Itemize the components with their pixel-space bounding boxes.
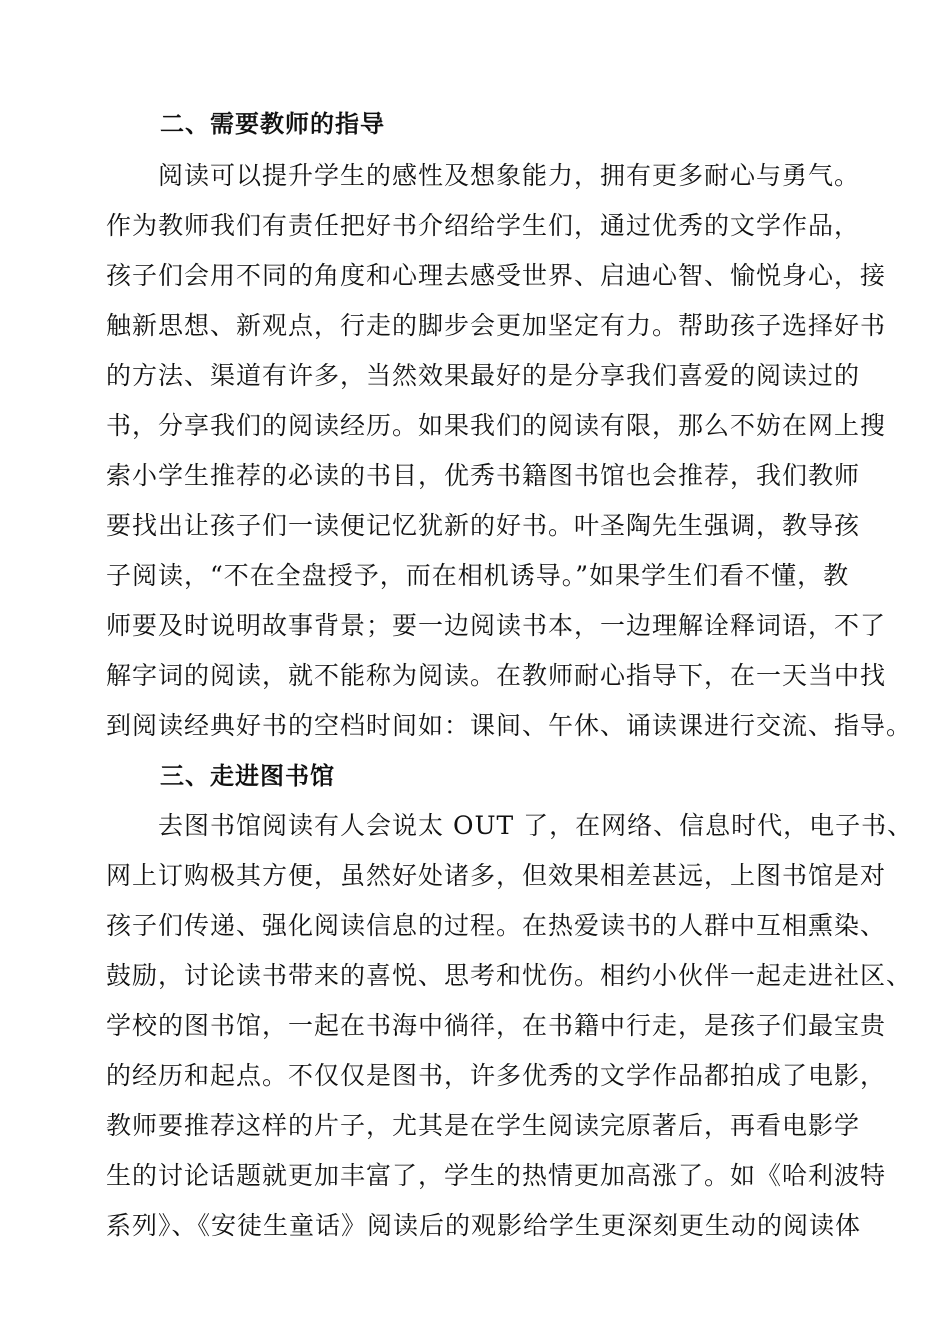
- section-heading: 二、需要教师的指导: [160, 110, 385, 138]
- paragraph-line: 阅读可以提升学生的感性及想象能力，拥有更多耐心与勇气。: [158, 161, 861, 190]
- paragraph-line: 网上订购极其方便，虽然好处诸多，但效果相差甚远，上图书馆是对: [106, 861, 887, 890]
- paragraph-line: 作为教师我们有责任把好书介绍给学生们，通过优秀的文学作品，: [106, 211, 861, 240]
- paragraph-line: 生的讨论话题就更加丰富了，学生的热情更加高涨了。如《哈利波特: [106, 1161, 887, 1190]
- paragraph-line: 子阅读，“不在全盘授予，而在相机诱导。”如果学生们看不懂，教: [106, 561, 850, 590]
- paragraph-line: 的方法、渠道有许多，当然效果最好的是分享我们喜爱的阅读过的: [106, 361, 861, 390]
- paragraph-line: 孩子们传递、强化阅读信息的过程。在热爱读书的人群中互相熏染、: [106, 911, 887, 940]
- paragraph-line: 学校的图书馆，一起在书海中徜徉，在书籍中行走，是孩子们最宝贵: [106, 1011, 887, 1040]
- paragraph-line: 的经历和起点。不仅仅是图书，许多优秀的文学作品都拍成了电影，: [106, 1061, 887, 1090]
- paragraph-line: 孩子们会用不同的角度和心理去感受世界、启迪心智、愉悦身心，接: [106, 261, 887, 290]
- paragraph-line: 解字词的阅读，就不能称为阅读。在教师耐心指导下，在一天当中找: [106, 661, 887, 690]
- paragraph-line: 索小学生推荐的必读的书目，优秀书籍图书馆也会推荐，我们教师: [106, 461, 861, 490]
- paragraph-line: 书，分享我们的阅读经历。如果我们的阅读有限，那么不妨在网上搜: [106, 411, 887, 440]
- paragraph-line: 鼓励，讨论读书带来的喜悦、思考和忧伤。相约小伙伴一起走进社区、: [106, 961, 913, 990]
- paragraph-line: 去图书馆阅读有人会说太 OUT 了，在网络、信息时代，电子书、: [158, 811, 914, 840]
- paragraph-line: 到阅读经典好书的空档时间如：课间、午休、诵读课进行交流、指导。: [106, 711, 913, 740]
- paragraph-line: 师要及时说明故事背景；要一边阅读书本，一边理解诠释词语，不了: [106, 611, 887, 640]
- paragraph-line: 要找出让孩子们一读便记忆犹新的好书。叶圣陶先生强调，教导孩: [106, 511, 861, 540]
- paragraph-line: 系列》、《安徒生童话》阅读后的观影给学生更深刻更生动的阅读体: [106, 1211, 862, 1240]
- paragraph-line: 触新思想、新观点，行走的脚步会更加坚定有力。帮助孩子选择好书: [106, 311, 887, 340]
- section-heading: 三、走进图书馆: [160, 762, 335, 790]
- paragraph-line: 教师要推荐这样的片子，尤其是在学生阅读完原著后，再看电影学: [106, 1111, 861, 1140]
